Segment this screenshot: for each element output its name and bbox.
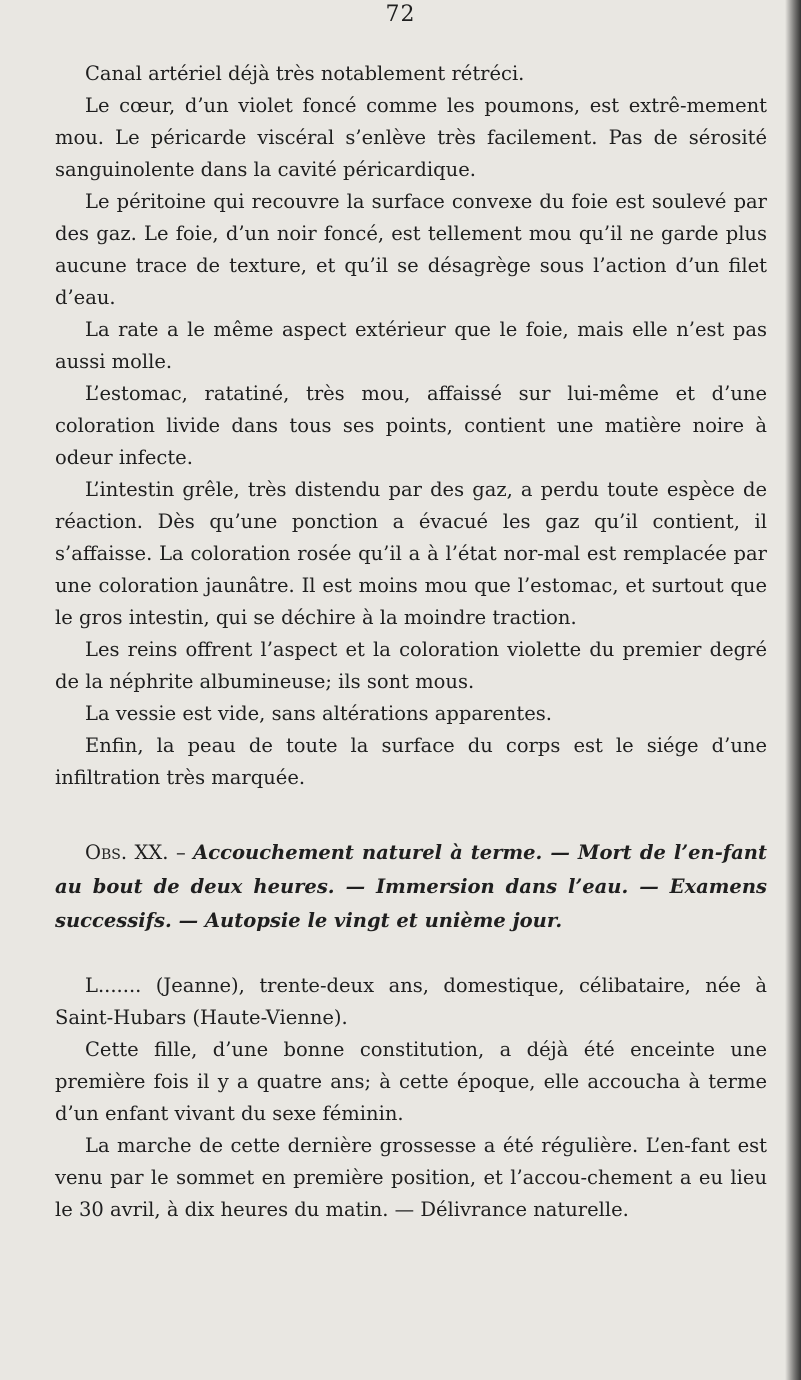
- paragraph: Le péritoine qui recouvre la surface convexe du foie est soulevé par des gaz. Le foie, d’un noir foncé, est tellement mou qu’il ne garde plus aucune trace de texture, et qu’il se désagrège sous l’action d’un filet d’eau.: [55, 190, 767, 309]
- paragraph: Le cœur, d’un violet foncé comme les poumons, est extrê-mement mou. Le péricarde viscéral s’enlève très facilement. Pas de sérosité sanguinolente dans la cavité péricardique.: [55, 94, 767, 181]
- paragraph: Les reins offrent l’aspect et la coloration violette du premier degré de la néphrite albumineuse; ils sont mous.: [55, 638, 767, 693]
- page-edge-shadow: [785, 0, 801, 1380]
- paragraph: Cette fille, d’une bonne constitution, a déjà été enceinte une première fois il y a quatre ans; à cette époque, elle accoucha à terme d’un enfant vivant du sexe féminin.: [55, 1038, 767, 1125]
- paragraph: La marche de cette dernière grossesse a été régulière. L’en-fant est venu par le sommet en première position, et l’accou-chement a eu lieu le 30 avril, à dix heures du matin. — Délivrance naturelle.: [55, 1134, 767, 1221]
- section-gap: [55, 938, 767, 970]
- paragraph: L’estomac, ratatiné, très mou, affaissé sur lui-même et d’une coloration livide dans tous ses points, contient une matière noire à odeur infecte.: [55, 382, 767, 469]
- paragraph: Canal artériel déjà très notablement rétréci.: [85, 62, 525, 85]
- paragraph: La rate a le même aspect extérieur que le foie, mais elle n’est pas aussi molle.: [55, 318, 767, 373]
- body-text: [55, 58, 767, 1226]
- paragraph: L....... (Jeanne), trente-deux ans, domestique, célibataire, née à Saint-Hubars (Haute-Vienne).: [55, 974, 767, 1029]
- page-number: 72: [385, 2, 416, 27]
- observation-label: Obs. XX. –: [85, 841, 186, 864]
- paragraph: Enfin, la peau de toute la surface du corps est le siége d’une infiltration très marquée.: [55, 734, 767, 789]
- paragraph: L’intestin grêle, très distendu par des gaz, a perdu toute espèce de réaction. Dès qu’une ponction a évacué les gaz qu’il contient, il s’affaisse. La coloration rosée qu’il a à l’état nor-mal est remplacée par une coloration jaunâtre. Il est moins mou que l’estomac, et surtout que le gros intestin, qui se déchire à la moindre traction.: [55, 478, 767, 629]
- paragraph: La vessie est vide, sans altérations apparentes.: [85, 702, 552, 725]
- observation-heading: [55, 836, 767, 938]
- observation-title: Accouchement naturel à terme. — Mort de l’en-fant au bout de deux heures. — Immersion dans l’eau. — Examens successifs. — Autopsie le vingt et unième jour.: [55, 841, 767, 932]
